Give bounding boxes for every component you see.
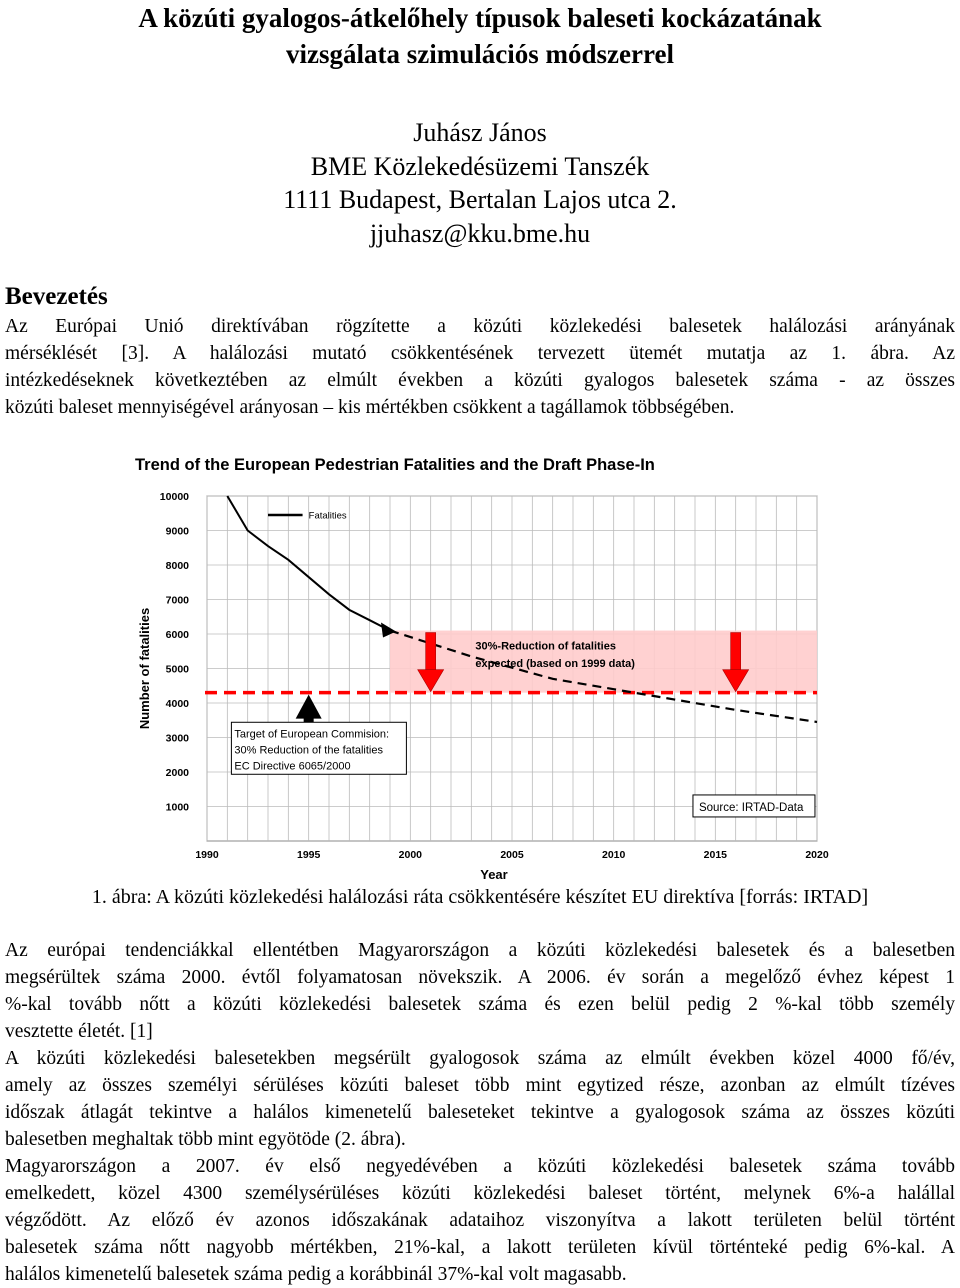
red-arrow-shaft [426,633,436,672]
author-block [0,116,960,250]
reduction-annotation-line: expected (based on 1999 data) [475,657,635,670]
body-line: %-kal tovább nőtt a közúti közlekedési balesetek száma és ezen belül pedig 2 %-kal több személy [5,994,955,1015]
author-name: Juhász János [413,118,547,147]
y-tick-label: 2000 [165,767,189,779]
body-line: emelkedett, közel 4300 személysérüléses közúti közlekedési baleset történt, melynek 6%-a halállal [5,1183,955,1204]
intro-line: intézkedéseknek következtében az elmúlt években a közúti gyalogos balesetek száma - az összes [5,370,955,391]
x-tick-label: 2010 [601,849,626,861]
author-department: BME Közlekedésüzemi Tanszék [310,151,650,181]
fatalities-chart [125,448,840,888]
intro-line: közúti baleset mennyiségével arányosan – kis mértékben csökkent a tagállamok többségében. [5,397,735,418]
x-tick-label: 1995 [296,849,321,861]
section-heading: Bevezetés [5,283,108,310]
body-line: amely az összes személyi sérüléses közúti baleset több mint egytized része, azonban az elmúlt tízéves [5,1075,955,1096]
intro-line: Az Európai Unió direktívában rögzítette a közúti közlekedési balesetek halálozási arányának [5,316,955,337]
legend-label: Fatalities [308,510,347,522]
red-arrow-shaft [731,633,741,672]
target-annotation-box [231,722,406,774]
body-line: A közúti közlekedési balesetekben megsérült gyalogosok száma az elmúlt években közel 4000 fő/év, [5,1048,955,1069]
source-annotation-box [693,795,815,817]
x-tick-label: 2020 [805,849,829,861]
paper-title [0,0,960,72]
y-tick-label: 10000 [159,491,189,503]
body-line: Magyarországon a 2007. év első negyedévében a közúti közlekedési balesetek száma tovább [5,1156,955,1177]
author-email: jjuhasz@kku.bme.hu [369,218,591,248]
target-annotation-line: EC Directive 6065/2000 [234,760,351,773]
y-axis-label: Number of fatalities [137,607,152,730]
y-tick-label: 9000 [165,525,189,538]
body-line: Az európai tendenciákkal ellentétben Magyarországon a közúti közlekedési balesetek és a balesetben [5,940,955,961]
y-tick-label: 4000 [165,698,189,710]
body-line: balesetben meghaltak több mint egyötöde (2. ábra). [5,1129,406,1150]
title-line-2: vizsgálata szimulációs módszerrel [286,39,674,69]
intro-paragraph [5,313,955,421]
reduction-annotation-line: 30%-Reduction of fatalities [475,640,616,653]
y-tick-label: 5000 [165,663,189,676]
x-axis-ticks [195,849,829,861]
body-text [5,937,955,1288]
source-annotation: Source: IRTAD-Data [698,801,804,814]
x-tick-label: 2000 [398,849,423,861]
chart-title: Trend of the European Pedestrian Fatalities and the Draft Phase-In [135,456,655,474]
target-annotation-line: Target of European Commision: [234,728,390,741]
intro-line: mérséklését [3]. A halálozási mutató csökkentésének tervezett ütemét mutatja az 1. ábra. Az [5,343,955,364]
y-tick-label: 7000 [165,594,189,607]
y-tick-label: 1000 [165,801,189,814]
body-line: balesetek száma nőtt nagyobb mértékben, 21%-kal, a lakott területen kívül történteké pedig 6%-kal. A [5,1237,955,1258]
body-line: vesztette életét. [1] [5,1021,153,1042]
x-tick-label: 1990 [195,849,219,861]
x-tick-label: 2005 [500,849,524,861]
y-tick-label: 8000 [165,560,189,572]
author-address: 1111 Budapest, Bertalan Lajos utca 2. [283,185,677,214]
y-tick-label: 3000 [165,732,189,745]
title-line-1: A közúti gyalogos-átkelőhely típusok baleseti kockázatának [138,3,822,33]
figure-caption: 1. ábra: A közúti közlekedési halálozási ráta csökkentésére készítet EU direktíva [forrás: IRTAD] [91,886,869,908]
y-axis-ticks [160,491,189,814]
body-line: megsérültek száma 2000. évtől folyamatosan növekszik. A 2006. év során a megelőző évhez képest 1 [5,967,955,988]
x-tick-label: 2015 [703,849,728,861]
body-line: időszak átlagát tekintve a halálos kimenetelű baleseteket tekintve a gyalogosok száma az összes közúti [5,1102,955,1123]
body-line: végződött. Az előző év azonos időszakának adataihoz viszonyítva a lakott területen belül történt [5,1210,955,1231]
body-line: halálos kimenetelű balesetek száma pedig a korábbinál 37%-kal volt magasabb. [5,1264,627,1285]
target-annotation-line: 30% Reduction of the fatalities [234,744,383,757]
x-axis-label: Year [480,867,508,882]
y-tick-label: 6000 [165,629,189,641]
